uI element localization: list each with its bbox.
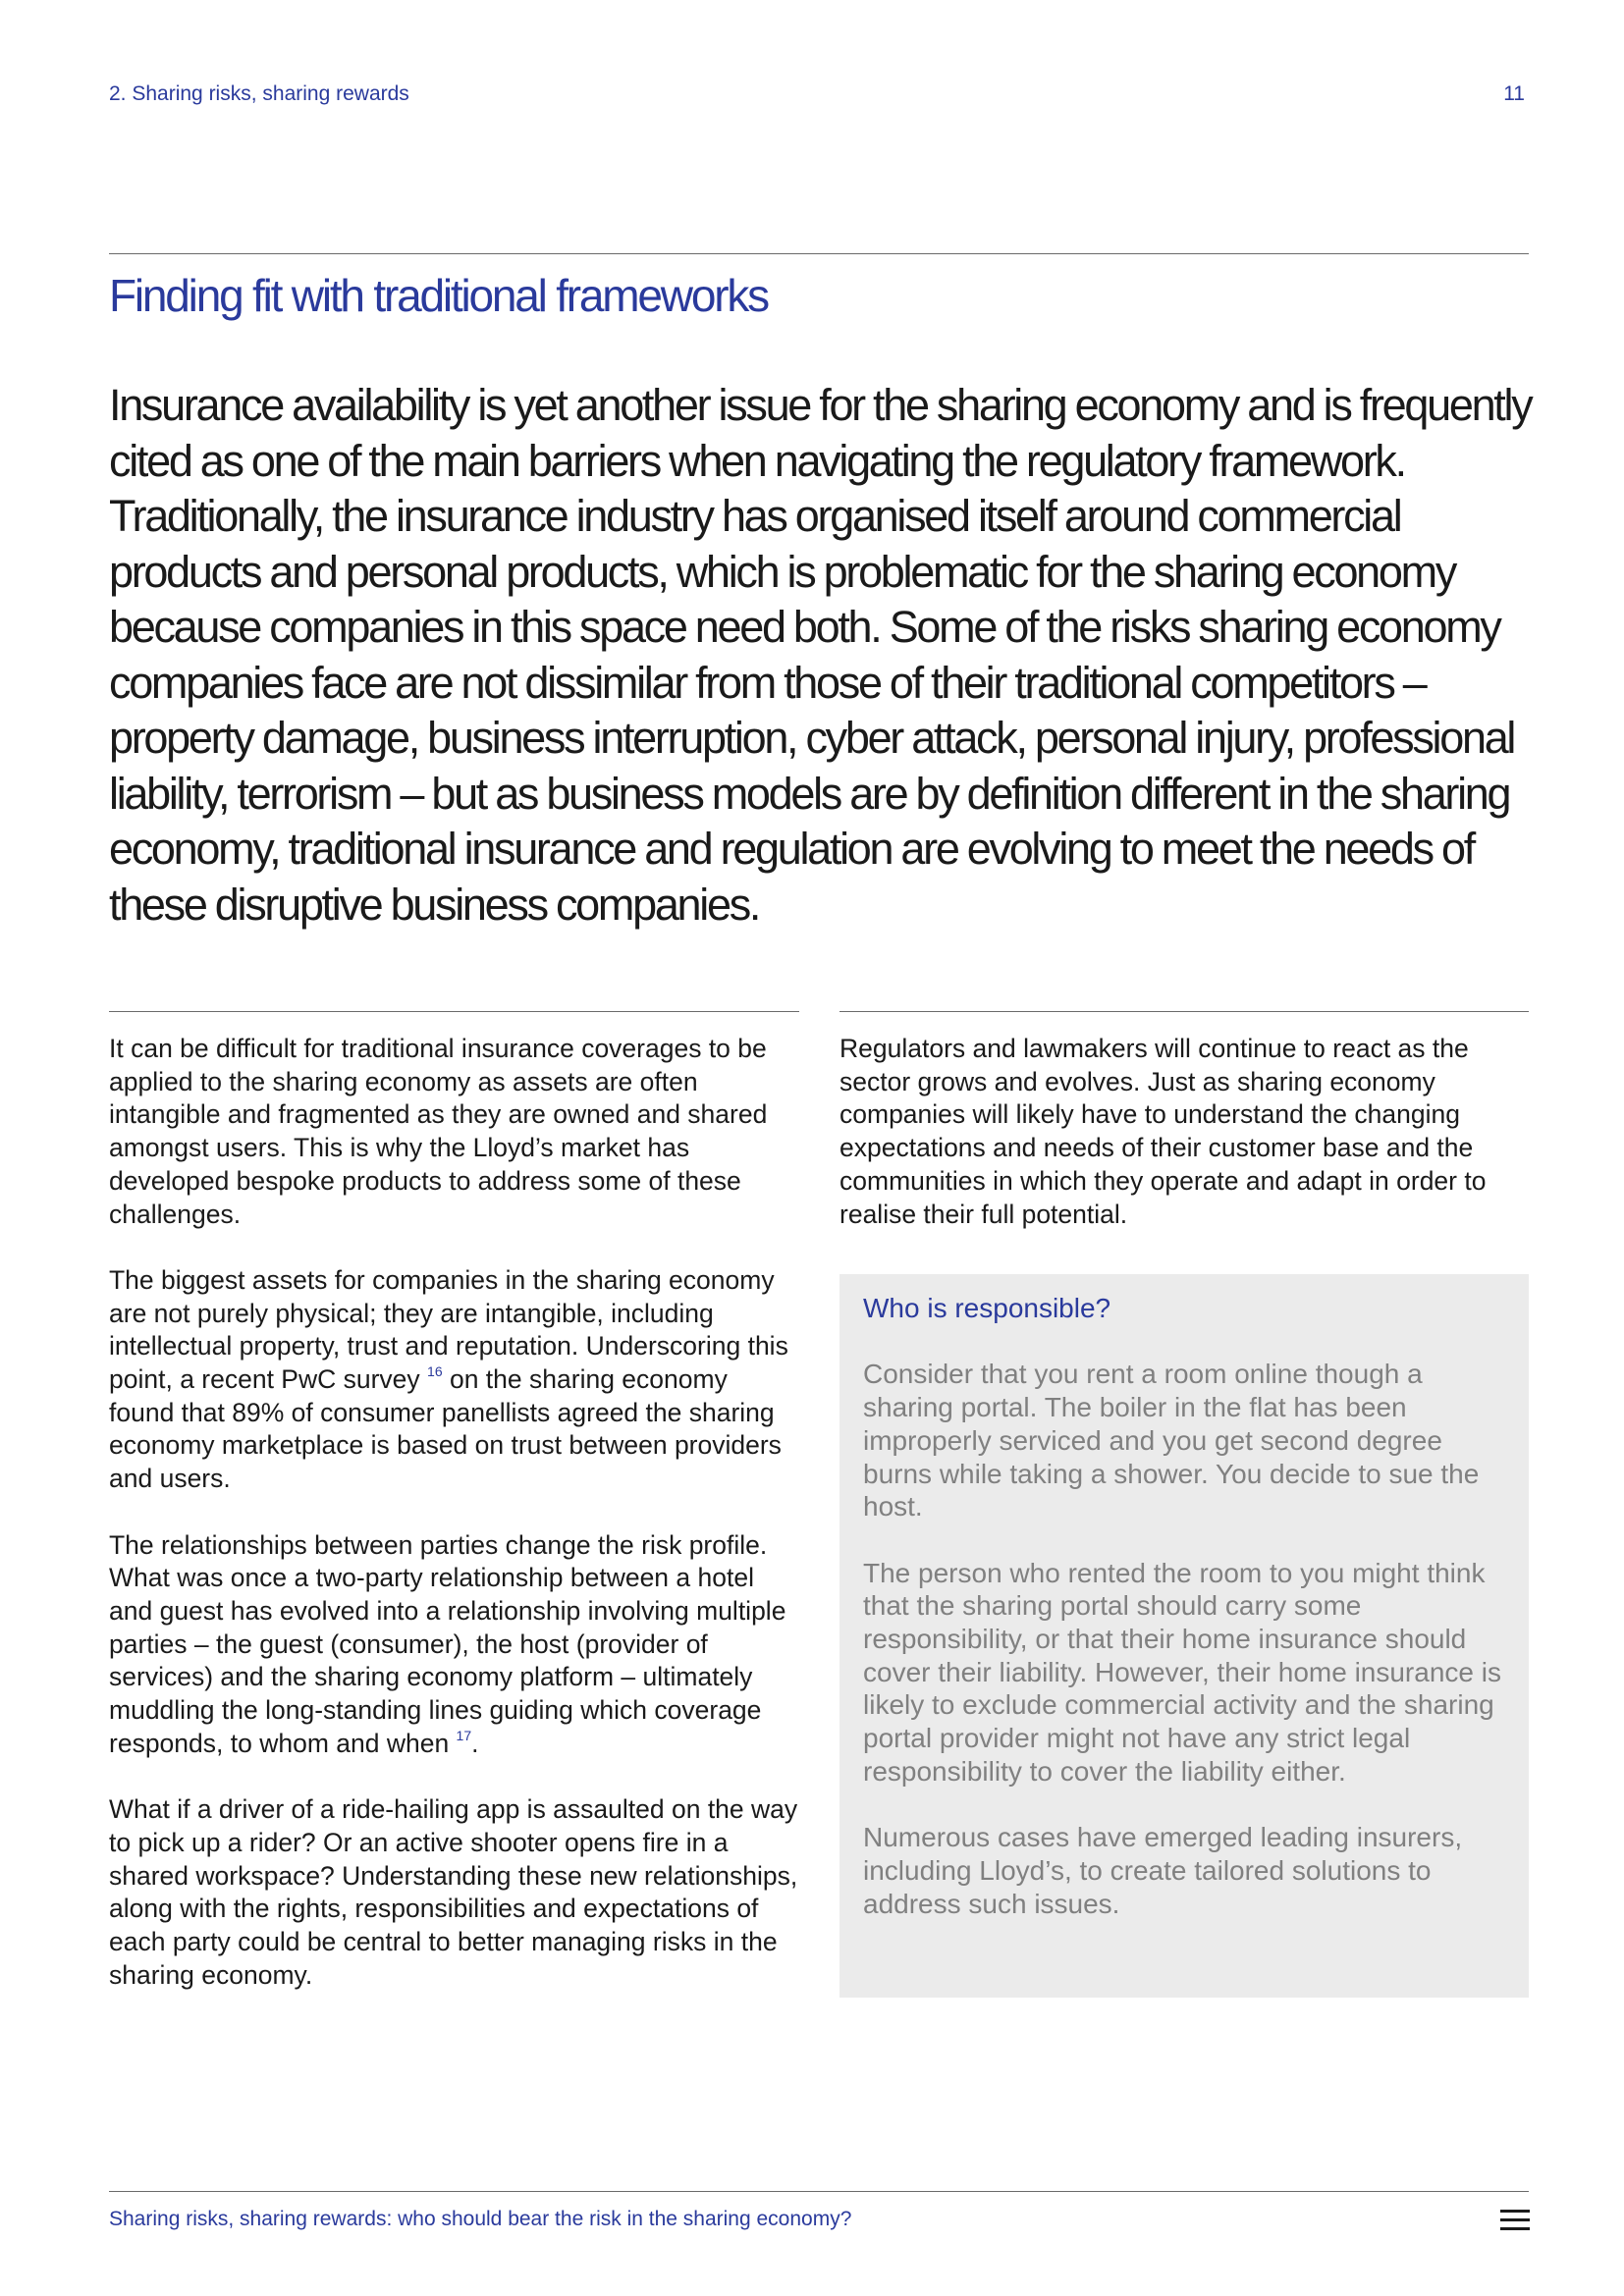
- left-paragraph-2-text-cont: on the sharing economy found that 89% of consumer panellists agreed the sharing economy marketplace is based on trust between providers and users.: [109, 1364, 782, 1494]
- right-paragraph-1: Regulators and lawmakers will continue to react as the sector grows and evolves. Just as sharing economy companies will likely have to understand the changing expectations and needs of their customer base and the communities in which they operate and adapt in order to realise their full potential.: [839, 1034, 1487, 1229]
- left-column: [109, 1033, 799, 2025]
- right-column: [839, 1033, 1529, 1264]
- callout-title: Who is responsible?: [863, 1293, 1111, 1323]
- hamburger-menu-icon[interactable]: [1500, 2210, 1530, 2231]
- footnote-ref-16[interactable]: 16: [427, 1363, 443, 1380]
- page-number: 11: [1503, 82, 1525, 105]
- left-paragraph-3: [109, 1529, 799, 1761]
- title-divider: [109, 253, 1529, 254]
- callout-paragraph-3: Numerous cases have emerged leading insurers, including Lloyd’s, to create tailored solutions to address such issues.: [863, 1822, 1463, 1919]
- callout-paragraph-2: The person who rented the room to you might think that the sharing portal should carry some responsibility, or that their home insurance should cover their liability. However, their home insurance is likely to exclude commercial activity and the sharing portal provider might not have any strict legal responsibility to cover the liability either.: [863, 1557, 1501, 1787]
- left-paragraph-2-text: The biggest assets for companies in the sharing economy are not purely physical; they are intangible, including intellectual property, trust and reputation. Underscoring this point, a recent PwC survey: [109, 1264, 788, 1395]
- section-title: Finding fit with traditional frameworks: [109, 270, 768, 321]
- callout-box: [839, 1274, 1529, 1998]
- callout-paragraph-1: Consider that you rent a room online though a sharing portal. The boiler in the flat has been improperly serviced and you get second degree burns while taking a shower. You decide to sue the host.: [863, 1359, 1480, 1522]
- footer-divider: [109, 2191, 1529, 2192]
- left-paragraph-3-text: The relationships between parties change the risk profile. What was once a two-party relationship between a hotel and guest has evolved into a relationship involving multiple parties – the guest (consumer), the host (provider of services) and the sharing economy platform – ultimately muddling the long-standing lines guiding which coverage responds, to whom and when: [109, 1529, 786, 1758]
- left-column-divider: [109, 1011, 799, 1012]
- left-paragraph-1: It can be difficult for traditional insurance coverages to be applied to the sharing economy as assets are often intangible and fragmented as they are owned and shared amongst users. This is why the Lloyd’s market has developed bespoke products to address some of these challenges.: [109, 1034, 768, 1229]
- right-column-divider: [839, 1011, 1529, 1012]
- footnote-ref-17[interactable]: 17: [456, 1727, 472, 1743]
- left-paragraph-3-text-cont: .: [471, 1728, 479, 1758]
- left-paragraph-4: What if a driver of a ride-hailing app is assaulted on the way to pick up a rider? Or an active shooter opens fire in a shared workspace? Understanding these new relationships, along with the rights, responsibilities and expectations of each party could be central to better managing risks in the sharing economy.: [109, 1794, 798, 1990]
- intro-paragraph: Insurance availability is yet another issue for the sharing economy and is frequently cited as one of the main barriers when navigating the regulatory framework. Traditionally, the insurance industry has organised itself around commercial products and personal products, which is problematic for the sharing economy because companies in this space need both. Some of the risks sharing economy companies face are not dissimilar from those of their traditional competitors – property damage, business interruption, cyber attack, personal injury, professional liability, terrorism – but as business models are by definition different in the sharing economy, traditional insurance and regulation are evolving to meet the needs of these disruptive business companies.: [109, 380, 1532, 930]
- left-paragraph-2: [109, 1264, 799, 1496]
- header-section-label: 2. Sharing risks, sharing rewards: [109, 82, 409, 105]
- footer-title: Sharing risks, sharing rewards: who should bear the risk in the sharing economy?: [109, 2208, 852, 2230]
